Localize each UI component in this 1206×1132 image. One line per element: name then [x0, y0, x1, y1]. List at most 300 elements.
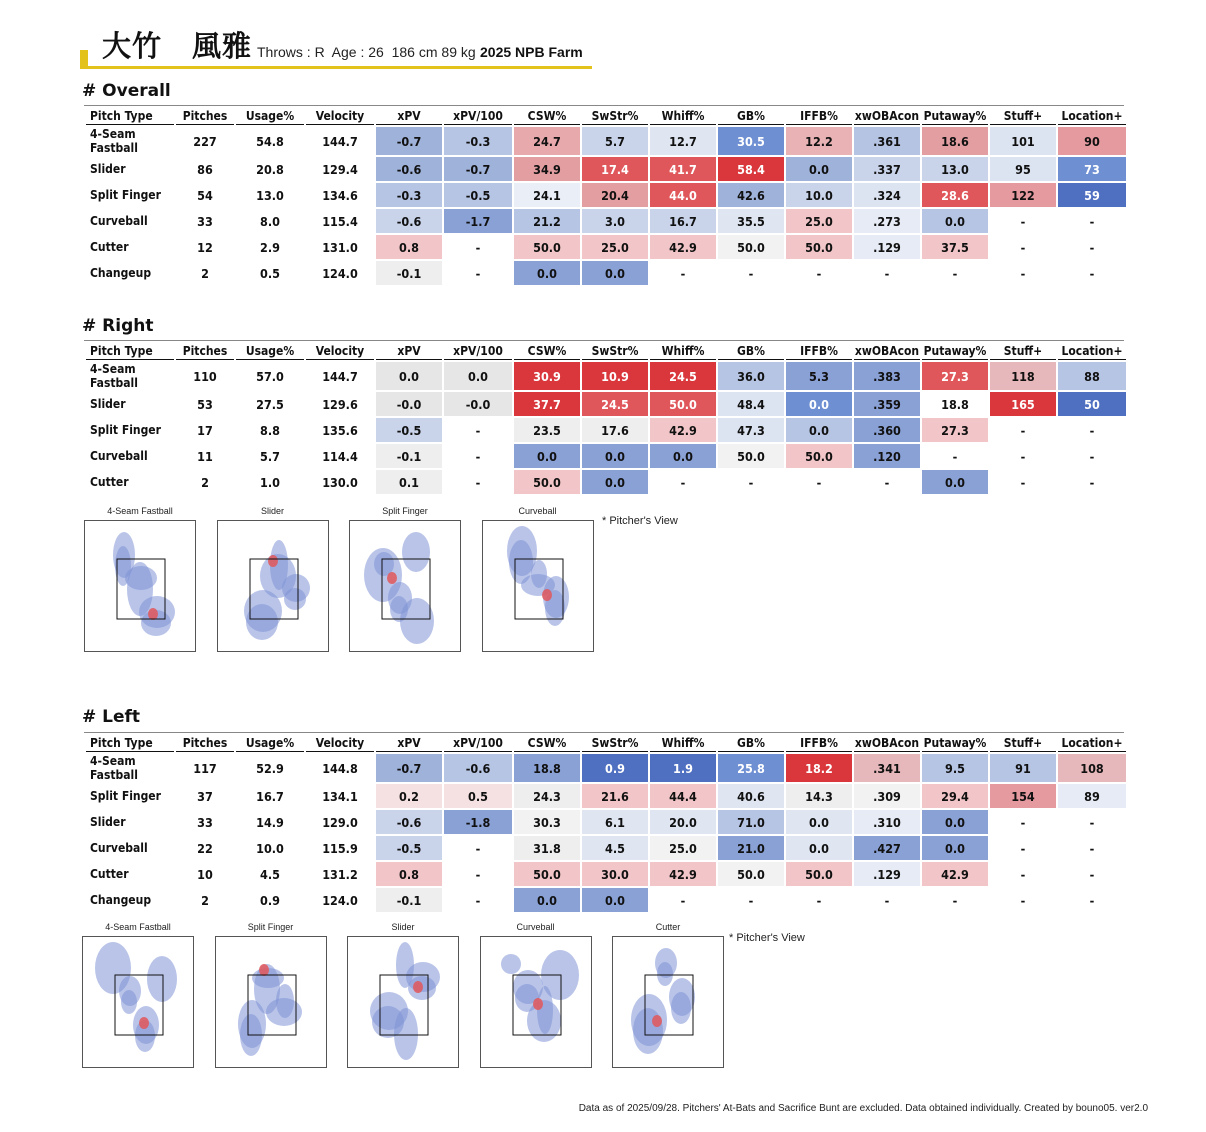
- table-row: [86, 261, 1126, 285]
- table-row: [86, 470, 1126, 494]
- table-cell: 0.0: [582, 470, 648, 494]
- table-cell: 17.6: [582, 418, 648, 442]
- table-cell: 10.0: [786, 183, 852, 207]
- table-cell: 144.8: [322, 760, 358, 776]
- zone-density-plot: [613, 937, 723, 1067]
- table-cell: 37.7: [514, 392, 580, 416]
- table-cell: 24.1: [514, 183, 580, 207]
- table-row: [86, 183, 1126, 207]
- table-cell: 27.5: [256, 396, 284, 412]
- table-cell: 54.8: [256, 133, 284, 149]
- column-header: xwOBAcon: [854, 109, 920, 123]
- table-cell: 24.5: [582, 392, 648, 416]
- table-cell: 4.5: [260, 866, 280, 882]
- column-header: SwStr%: [582, 108, 648, 125]
- table-cell: -: [884, 265, 890, 281]
- table-cell: 34.9: [514, 157, 580, 181]
- table-cell: 27.3: [922, 418, 988, 442]
- zone-density-plot: [483, 521, 593, 651]
- zone-density-plot: [85, 521, 195, 651]
- table-cell: 27.3: [922, 362, 988, 390]
- table-cell: Slider: [90, 162, 126, 176]
- table-cell: .360: [854, 418, 920, 442]
- table-cell: 134.1: [322, 788, 358, 804]
- stats-table-overall: [84, 106, 1128, 287]
- table-cell: 30.9: [514, 362, 580, 390]
- table-cell: 5.7: [260, 448, 280, 464]
- zone-heatmap: [482, 506, 594, 652]
- table-cell: 10.9: [582, 362, 648, 390]
- table-cell: 0.0: [922, 470, 988, 494]
- table-row: [86, 392, 1126, 416]
- table-row: [86, 157, 1126, 181]
- table-cell: 6.1: [582, 810, 648, 834]
- column-header: SwStr%: [582, 343, 648, 360]
- zone-heatmap: [215, 922, 327, 1068]
- table-cell: 86: [197, 161, 213, 177]
- table-cell: -1.7: [444, 209, 512, 233]
- table-cell: -: [952, 448, 958, 464]
- column-header: Pitch Type: [86, 343, 174, 360]
- table-cell: 30.5: [718, 127, 784, 155]
- zone-heatmap-frame: [84, 520, 196, 652]
- column-header: CSW%: [514, 343, 580, 360]
- table-cell: 50.0: [650, 392, 716, 416]
- zone-heatmap-label: Slider: [260, 506, 284, 516]
- column-header: Pitch Type: [86, 108, 174, 125]
- table-cell: .427: [854, 836, 920, 860]
- table-cell: 42.9: [650, 862, 716, 886]
- table-cell: 57.0: [256, 368, 284, 384]
- table-cell: 50.0: [718, 444, 784, 468]
- zone-heatmap-label: Slider: [391, 922, 415, 932]
- table-cell: -: [1089, 265, 1095, 281]
- pitchers-view-note: * Pitcher's View: [602, 515, 678, 527]
- table-cell: 42.9: [650, 235, 716, 259]
- table-cell: 0.0: [786, 392, 852, 416]
- table-cell: .361: [854, 127, 920, 155]
- table-cell: 44.0: [650, 183, 716, 207]
- table-cell: Cutter: [90, 240, 129, 254]
- player-info: Throws : R Age : 26 186 cm 89 kg: [257, 44, 476, 60]
- column-header: Putaway%: [923, 736, 987, 750]
- table-cell: 71.0: [718, 810, 784, 834]
- table-cell: Cutter: [90, 867, 129, 881]
- column-header: CSW%: [514, 108, 580, 125]
- table-cell: 14.3: [786, 784, 852, 808]
- column-header: IFFB%: [786, 735, 852, 752]
- zone-heatmap-label: 4-Seam Fastball: [105, 922, 171, 932]
- column-header: Putaway%: [923, 109, 987, 123]
- zone-heatmap-frame: [480, 936, 592, 1068]
- stats-table-left: [84, 733, 1128, 914]
- table-cell: 18.2: [786, 754, 852, 782]
- table-cell: 1.0: [260, 474, 280, 490]
- column-header: Pitches: [176, 108, 234, 125]
- table-cell: -: [816, 892, 822, 908]
- table-cell: 44.4: [650, 784, 716, 808]
- header-underline: [80, 66, 592, 69]
- zone-heatmap: [349, 506, 461, 652]
- table-cell: 52.9: [256, 760, 284, 776]
- table-cell: -: [748, 265, 754, 281]
- table-cell: 90: [1058, 127, 1126, 155]
- table-cell: 0.0: [582, 888, 648, 912]
- column-header: Whiff%: [650, 108, 716, 125]
- table-cell: -: [1020, 840, 1026, 856]
- table-cell: 47.3: [718, 418, 784, 442]
- column-header: Pitch Type: [86, 735, 174, 752]
- table-row: [86, 784, 1126, 808]
- table-cell: -: [1089, 448, 1095, 464]
- zone-heatmap: [347, 922, 459, 1068]
- table-cell: 122: [990, 183, 1056, 207]
- zone-density-plot: [83, 937, 193, 1067]
- zone-heatmap: [217, 506, 329, 652]
- table-row: [86, 754, 1126, 782]
- column-header: GB%: [718, 735, 784, 752]
- zone-density-plot: [481, 937, 591, 1067]
- table-cell: 0.0: [786, 157, 852, 181]
- table-cell: 0.0: [514, 261, 580, 285]
- column-header: xPV/100: [444, 108, 512, 125]
- table-cell: 0.9: [582, 754, 648, 782]
- table-cell: 50.0: [718, 862, 784, 886]
- table-cell: 14.9: [256, 814, 284, 830]
- table-cell: 2.9: [260, 239, 280, 255]
- table-cell: 24.5: [650, 362, 716, 390]
- table-cell: 1.9: [650, 754, 716, 782]
- zone-heatmap: [480, 922, 592, 1068]
- table-cell: 4-Seam Fastball: [90, 754, 138, 782]
- table-cell: 91: [990, 754, 1056, 782]
- table-cell: .120: [854, 444, 920, 468]
- table-cell: 227: [193, 133, 217, 149]
- table-cell: -0.1: [376, 261, 442, 285]
- table-cell: 28.6: [922, 183, 988, 207]
- table-cell: 37: [197, 788, 213, 804]
- column-header: IFFB%: [786, 343, 852, 360]
- column-header: xPV/100: [444, 343, 512, 360]
- table-cell: 129.6: [322, 396, 358, 412]
- table-cell: 25.0: [582, 235, 648, 259]
- table-cell: -: [1020, 474, 1026, 490]
- table-cell: 33: [197, 213, 213, 229]
- table-cell: -0.6: [376, 157, 442, 181]
- table-cell: -: [680, 892, 686, 908]
- table-cell: 12.2: [786, 127, 852, 155]
- table-cell: 8.8: [260, 422, 280, 438]
- table-cell: .309: [854, 784, 920, 808]
- table-cell: 144.7: [322, 133, 358, 149]
- table-row: [86, 888, 1126, 912]
- table-cell: 31.8: [514, 836, 580, 860]
- table-cell: 0.1: [376, 470, 442, 494]
- table-cell: 4-Seam Fastball: [90, 362, 138, 390]
- table-cell: 124.0: [322, 265, 358, 281]
- stats-table-right: [84, 341, 1128, 496]
- table-cell: Split Finger: [90, 789, 161, 803]
- table-cell: Curveball: [90, 449, 148, 463]
- table-cell: -: [748, 892, 754, 908]
- table-cell: 129.0: [322, 814, 358, 830]
- table-cell: 0.0: [922, 209, 988, 233]
- column-header: Location+: [1058, 343, 1126, 360]
- table-cell: 21.0: [718, 836, 784, 860]
- column-header: Velocity: [306, 108, 374, 125]
- table-cell: -: [1089, 474, 1095, 490]
- table-cell: .129: [854, 235, 920, 259]
- table-cell: -0.6: [376, 209, 442, 233]
- column-header: Usage%: [236, 735, 304, 752]
- zone-density-plot: [216, 937, 326, 1067]
- zone-heatmap-label: Curveball: [516, 922, 555, 932]
- column-header: Stuff+: [990, 735, 1056, 752]
- table-cell: 29.4: [922, 784, 988, 808]
- table-cell: 2: [201, 474, 209, 490]
- table-cell: 59: [1058, 183, 1126, 207]
- table-cell: 41.7: [650, 157, 716, 181]
- table-cell: Curveball: [90, 214, 148, 228]
- table-row: [86, 418, 1126, 442]
- zone-heatmap-frame: [349, 520, 461, 652]
- section-title-overall: # Overall: [82, 81, 171, 101]
- table-cell: 30.3: [514, 810, 580, 834]
- table-cell: -0.0: [376, 392, 442, 416]
- table-cell: 124.0: [322, 892, 358, 908]
- table-cell: 22: [197, 840, 213, 856]
- zone-heatmap-frame: [482, 520, 594, 652]
- table-cell: -: [1089, 422, 1095, 438]
- table-cell: 115.9: [322, 840, 358, 856]
- table-cell: 154: [990, 784, 1056, 808]
- zone-density-plot: [218, 521, 328, 651]
- table-cell: Split Finger: [90, 188, 161, 202]
- table-cell: -0.1: [376, 888, 442, 912]
- table-cell: 18.8: [514, 754, 580, 782]
- table-cell: 2: [201, 265, 209, 281]
- table-cell: -: [1089, 840, 1095, 856]
- table-cell: 4-Seam Fastball: [90, 127, 138, 155]
- table-cell: -0.5: [376, 836, 442, 860]
- table-cell: -: [1089, 892, 1095, 908]
- zone-heatmap-label: Curveball: [518, 506, 557, 516]
- table-cell: 11: [197, 448, 213, 464]
- column-header: Pitches: [176, 735, 234, 752]
- table-cell: 88: [1058, 362, 1126, 390]
- table-cell: -0.3: [376, 183, 442, 207]
- table-cell: 117: [193, 760, 217, 776]
- pitchers-view-note: * Pitcher's View: [729, 932, 805, 944]
- table-cell: 0.0: [650, 444, 716, 468]
- table-cell: -1.8: [444, 810, 512, 834]
- table-cell: 118: [990, 362, 1056, 390]
- table-cell: 5.7: [582, 127, 648, 155]
- table-cell: -0.5: [376, 418, 442, 442]
- table-cell: 0.0: [582, 444, 648, 468]
- table-cell: -0.7: [376, 754, 442, 782]
- table-cell: -: [475, 265, 481, 281]
- column-header: Whiff%: [650, 735, 716, 752]
- table-cell: 37.5: [922, 235, 988, 259]
- table-row: [86, 209, 1126, 233]
- zone-density-plot: [350, 521, 460, 651]
- table-cell: 13.0: [922, 157, 988, 181]
- table-cell: 0.0: [376, 362, 442, 390]
- table-cell: 50.0: [718, 235, 784, 259]
- section-title-left: # Left: [82, 707, 141, 727]
- table-cell: 0.0: [922, 810, 988, 834]
- column-header: xwOBAcon: [854, 736, 920, 750]
- table-cell: 134.6: [322, 187, 358, 203]
- column-header: GB%: [718, 108, 784, 125]
- table-cell: 10.0: [256, 840, 284, 856]
- table-cell: -0.1: [376, 444, 442, 468]
- table-cell: 33: [197, 814, 213, 830]
- table-cell: -: [475, 422, 481, 438]
- table-cell: 20.0: [650, 810, 716, 834]
- table-row: [86, 235, 1126, 259]
- zone-heatmap-frame: [347, 936, 459, 1068]
- table-cell: .337: [854, 157, 920, 181]
- table-cell: 131.0: [322, 239, 358, 255]
- column-header: xPV/100: [444, 735, 512, 752]
- table-cell: 18.8: [941, 396, 969, 412]
- table-cell: -: [475, 239, 481, 255]
- table-cell: -: [816, 474, 822, 490]
- player-header: [80, 28, 592, 70]
- table-cell: 110: [193, 368, 217, 384]
- table-cell: .359: [854, 392, 920, 416]
- table-cell: 53: [197, 396, 213, 412]
- table-cell: 101: [990, 127, 1056, 155]
- zone-heatmap-label: Split Finger: [247, 922, 294, 932]
- table-cell: 114.4: [322, 448, 358, 464]
- table-cell: 16.7: [650, 209, 716, 233]
- table-cell: Curveball: [90, 841, 148, 855]
- table-cell: 21.2: [514, 209, 580, 233]
- table-cell: -: [475, 840, 481, 856]
- table-cell: 48.4: [718, 392, 784, 416]
- column-header: xPV: [376, 343, 442, 360]
- column-header: CSW%: [514, 735, 580, 752]
- table-cell: -0.7: [376, 127, 442, 155]
- table-row: [86, 127, 1126, 155]
- table-cell: 0.8: [376, 235, 442, 259]
- table-cell: -: [475, 892, 481, 908]
- table-cell: 0.5: [260, 265, 280, 281]
- zone-heatmap-frame: [82, 936, 194, 1068]
- table-cell: 0.0: [514, 444, 580, 468]
- table-cell: 3.0: [582, 209, 648, 233]
- table-cell: 9.5: [922, 754, 988, 782]
- table-cell: 4.5: [582, 836, 648, 860]
- zone-heatmap: [84, 506, 196, 652]
- column-header: Location+: [1058, 735, 1126, 752]
- table-cell: 50: [1058, 392, 1126, 416]
- table-cell: 12.7: [650, 127, 716, 155]
- table-cell: -: [1020, 448, 1026, 464]
- table-cell: -: [1089, 239, 1095, 255]
- table-cell: 165: [990, 392, 1056, 416]
- table-cell: 42.9: [922, 862, 988, 886]
- column-header: Velocity: [306, 343, 374, 360]
- table-cell: 20.8: [256, 161, 284, 177]
- table-cell: 50.0: [514, 470, 580, 494]
- table-cell: 131.2: [322, 866, 358, 882]
- table-cell: 0.8: [376, 862, 442, 886]
- table-cell: 54: [197, 187, 213, 203]
- table-cell: -: [1020, 239, 1026, 255]
- table-cell: 25.0: [786, 209, 852, 233]
- table-cell: 0.0: [786, 810, 852, 834]
- table-cell: 2: [201, 892, 209, 908]
- table-cell: 12: [197, 239, 213, 255]
- table-cell: -0.3: [444, 127, 512, 155]
- zone-heatmap: [82, 922, 194, 1068]
- table-cell: Split Finger: [90, 423, 161, 437]
- zone-density-plot: [348, 937, 458, 1067]
- table-cell: 17.4: [582, 157, 648, 181]
- table-cell: -: [1089, 866, 1095, 882]
- table-cell: 0.0: [514, 888, 580, 912]
- table-cell: 8.0: [260, 213, 280, 229]
- league-tag: 2025 NPB Farm: [480, 44, 583, 60]
- table-cell: 0.2: [376, 784, 442, 808]
- table-cell: 108: [1058, 754, 1126, 782]
- table-cell: 20.4: [582, 183, 648, 207]
- table-cell: 73: [1058, 157, 1126, 181]
- table-cell: .383: [854, 362, 920, 390]
- table-cell: 89: [1058, 784, 1126, 808]
- table-cell: 36.0: [718, 362, 784, 390]
- table-cell: Cutter: [90, 475, 129, 489]
- table-row: [86, 836, 1126, 860]
- table-cell: 25.0: [650, 836, 716, 860]
- table-cell: 0.0: [786, 418, 852, 442]
- table-cell: -0.7: [444, 157, 512, 181]
- zone-heatmap-label: Cutter: [655, 922, 681, 932]
- table-cell: 25.8: [718, 754, 784, 782]
- player-name: 大竹 風雅: [102, 29, 253, 63]
- zone-heatmap-label: 4-Seam Fastball: [107, 506, 173, 516]
- table-cell: .273: [854, 209, 920, 233]
- table-cell: -: [1020, 422, 1026, 438]
- column-header: Putaway%: [923, 344, 987, 358]
- table-cell: 0.0: [444, 362, 512, 390]
- table-row: [86, 810, 1126, 834]
- column-header: xPV: [376, 735, 442, 752]
- table-cell: -0.5: [444, 183, 512, 207]
- table-cell: 115.4: [322, 213, 358, 229]
- table-cell: -: [1089, 213, 1095, 229]
- table-cell: Slider: [90, 815, 126, 829]
- table-cell: -: [884, 892, 890, 908]
- table-cell: 24.3: [514, 784, 580, 808]
- column-header: Stuff+: [990, 343, 1056, 360]
- table-cell: 17: [197, 422, 213, 438]
- table-cell: 50.0: [786, 862, 852, 886]
- table-cell: -0.0: [444, 392, 512, 416]
- table-cell: -: [475, 448, 481, 464]
- table-cell: 21.6: [582, 784, 648, 808]
- table-cell: 50.0: [786, 235, 852, 259]
- table-cell: 16.7: [256, 788, 284, 804]
- table-cell: -: [1020, 814, 1026, 830]
- zone-heatmap-frame: [215, 936, 327, 1068]
- table-cell: -: [680, 474, 686, 490]
- column-header: xwOBAcon: [854, 344, 920, 358]
